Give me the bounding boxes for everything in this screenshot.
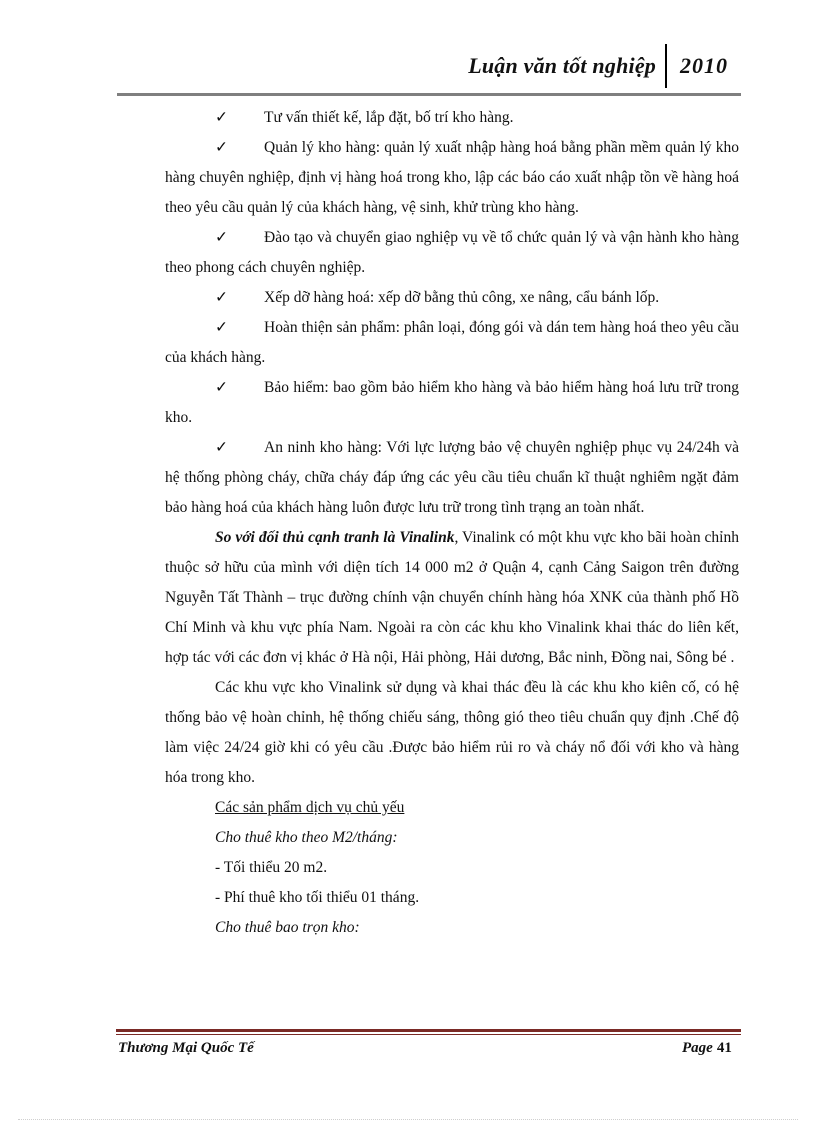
- checkmark-icon: ✓: [215, 289, 228, 306]
- header-title: Luận văn tốt nghiệp: [468, 53, 656, 78]
- bullet-text: Tư vấn thiết kế, lắp đặt, bố trí kho hàng.: [264, 109, 514, 126]
- bullet-text: Quản lý kho hàng: quản lý xuất nhập hàng hoá bằng phần mềm quản lý kho hàng chuyên nghiệp, định vị hàng hoá trong kho, lập các báo cáo xuất nhập tồn về hàng hoá theo yêu cầu quản lý của khách hàng, vệ sinh, khử trùng kho hàng.: [165, 139, 739, 216]
- bullet-item: [165, 133, 739, 223]
- bullet-item: [165, 433, 739, 523]
- rent-m2-item: - Phí thuê kho tối thiểu 01 tháng.: [215, 889, 420, 906]
- checkmark-icon: ✓: [215, 319, 228, 336]
- checkmark-icon: ✓: [215, 379, 228, 396]
- page-bottom-border: [18, 1119, 798, 1120]
- paragraph-text: , Vinalink có một khu vực kho bãi hoàn chỉnh thuộc sở hữu của mình với diện tích 14 000 m2 ở Quận 4, cạnh Cảng Saigon trên đường Nguyễn Tất Thành – trục đường chính vận chuyển chính hàng hóa XNK của thành phố Hồ Chí Minh và khu vực phía Nam. Ngoài ra còn các khu kho Vinalink khai thác do liên kết, hợp tác với các đơn vị khác ở Hà nội, Hải phòng, Hải dương, Bắc ninh, Đồng nai, Sông bé .: [165, 529, 739, 666]
- bullet-text: An ninh kho hàng: Với lực lượng bảo vệ chuyên nghiệp phục vụ 24/24h và hệ thống phòng cháy, chữa cháy đáp ứng các yêu cầu tiêu chuẩn kĩ thuật nghiêm ngặt đảm bảo hàng hoá của khách hàng luôn được lưu trữ trong tình trạng an toàn nhất.: [165, 439, 739, 516]
- paragraph-competitor: [165, 523, 739, 673]
- checkmark-icon: ✓: [215, 439, 228, 456]
- header-separator: [665, 44, 667, 88]
- bullet-text: Đào tạo và chuyển giao nghiệp vụ về tổ chức quản lý và vận hành kho hàng theo phong cách chuyên nghiệp.: [165, 229, 739, 276]
- rent-whole-heading: Cho thuê bao trọn kho:: [215, 919, 360, 936]
- checkmark-icon: ✓: [215, 139, 228, 156]
- bullet-text: Bảo hiểm: bao gồm bảo hiểm kho hàng và bảo hiểm hàng hoá lưu trữ trong kho.: [165, 379, 739, 426]
- page-label: Page: [682, 1040, 713, 1056]
- bullet-item: [165, 313, 739, 373]
- footer-course-title: Thương Mại Quốc Tế: [118, 1040, 254, 1056]
- checkmark-icon: ✓: [215, 109, 228, 126]
- page-body: [165, 103, 739, 943]
- rent-m2-heading: Cho thuê kho theo M2/tháng:: [215, 829, 398, 846]
- bullet-text: Xếp dỡ hàng hoá: xếp dỡ bằng thủ công, xe nâng, cẩu bánh lốp.: [264, 289, 660, 306]
- paragraph-lead: So với đối thủ cạnh tranh là Vinalink: [215, 529, 455, 546]
- bullet-item: [165, 223, 739, 283]
- checkmark-icon: ✓: [215, 229, 228, 246]
- bullet-item: [165, 103, 739, 133]
- footer-rule: [116, 1029, 741, 1035]
- bullet-text: Hoàn thiện sản phẩm: phân loại, đóng gói và dán tem hàng hoá theo yêu cầu của khách hàng.: [165, 319, 739, 366]
- page-header: [0, 0, 816, 100]
- bullet-item: [165, 283, 739, 313]
- page-number-value: 41: [716, 1040, 732, 1056]
- header-rule: [117, 93, 741, 96]
- paragraph-warehouses: Các khu vực kho Vinalink sử dụng và khai thác đều là các khu kho kiên cố, có hệ thống bảo vệ hoàn chỉnh, hệ thống chiếu sáng, thông gió theo tiêu chuẩn quy định .Chế độ làm việc 24/24 giờ khi có yêu cầu .Được bảo hiểm rủi ro và cháy nổ đối với kho và hàng hóa trong kho.: [165, 679, 739, 786]
- rent-m2-item: - Tối thiểu 20 m2.: [215, 859, 328, 876]
- page-number: [682, 1040, 732, 1057]
- header-year: 2010: [680, 53, 728, 78]
- services-heading: Các sản phẩm dịch vụ chủ yếu: [215, 799, 405, 816]
- bullet-item: [165, 373, 739, 433]
